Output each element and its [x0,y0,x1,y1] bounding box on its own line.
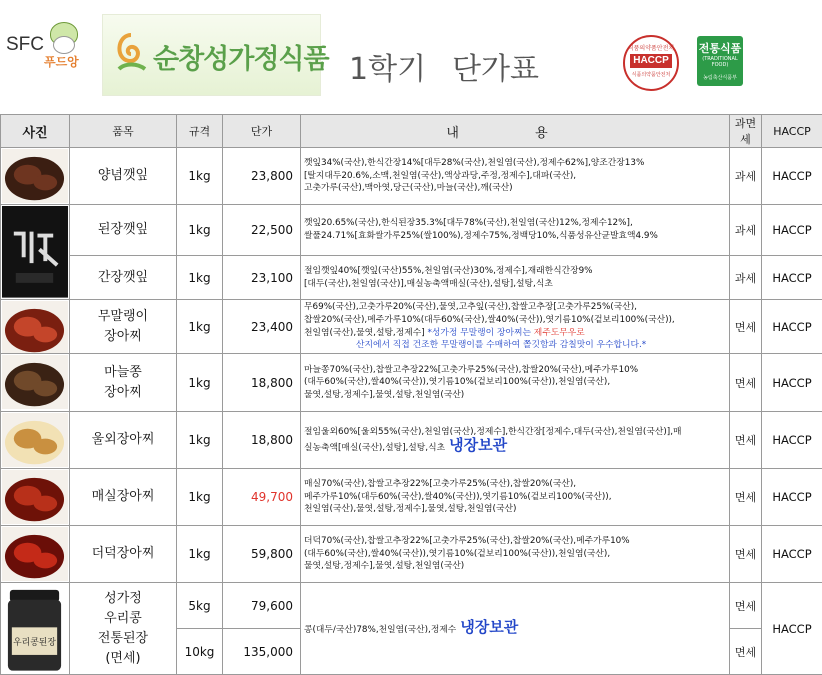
haccp-certification-logo [623,35,679,91]
ingredient-line: [탈지대두20.6%,소맥,천일염(국산),액상과당,주정,정제수],대파(국산), [304,170,577,181]
haccp-status: HACCP [762,583,822,675]
tax-status: 면세 [730,629,762,675]
table-row [1,412,822,469]
mascot-brand-text: 푸드앙 [44,55,79,69]
table-row [1,256,822,300]
ingredient-line: 깻잎20.65%(국산),한식된장35.3%[대두78%(국산),천일염(국산)12%,정제수12%], [304,218,633,229]
ingredient-line: 천일염(국산),물엿,설탕,정제수],물엿,설탕,천일염(국산) [304,504,517,515]
product-name [70,300,177,354]
product-name [70,469,177,526]
product-note-2: 산지에서 직접 건조한 무말랭이를 수매하여 쫄깃함과 감칠맛이 우수합니다.* [356,340,647,351]
ingredient-line: 마늘쫑70%(국산),찹쌀고추장22%[고춧가루25%(국산),찹쌀20%(국산),메주가루10% [304,364,639,375]
product-spec: 5kg [177,583,223,629]
product-photo [1,354,70,412]
product-price: 59,800 [223,526,301,583]
product-name-line: 장아찌 [104,328,142,344]
company-name: 순창성가정식품 [153,44,329,75]
product-name [70,148,177,205]
product-photo [1,300,70,354]
col-header-haccp: HACCP [762,115,822,148]
product-image [2,527,68,581]
ingredient-line: 고춧가루(국산),맥아엿,당근(국산),마늘(국산),깨(국산) [304,183,513,194]
product-name-line: 전통된장 [97,630,149,646]
haccp-logo-text: HACCP [630,54,672,68]
product-photo [1,469,70,526]
product-price: 135,000 [223,629,301,675]
product-spec: 1kg [177,256,223,300]
product-note: *성가정 무말랭이 장아찌는 [427,327,534,338]
ingredient-line: 찹쌀20%(국산),메주가루10%(대두60%(국산),쌀40%(국산)),엿기름10%(겉보리100%(국산)), [304,314,675,325]
product-ingredients [301,205,730,256]
tax-status: 면세 [730,469,762,526]
tax-status: 면세 [730,300,762,354]
product-note-highlight: 제주도무우로 [533,327,585,338]
col-header-price: 단가 [223,115,301,148]
haccp-status: HACCP [762,469,822,526]
product-ingredients [301,300,730,354]
storage-note: 냉장보관 [460,617,519,636]
product-spec: 1kg [177,412,223,469]
product-spec: 1kg [177,354,223,412]
product-name-line: 무말랭이 [97,308,149,324]
product-image [2,413,68,467]
ingredient-text: 콩(대두/국산)78%,천일염(국산),정제수 [304,624,457,635]
tax-status: 면세 [730,412,762,469]
tax-status: 면세 [730,354,762,412]
trad-logo-main: 전통식품 [698,42,742,55]
tax-status: 과세 [730,256,762,300]
company-logo [102,14,329,96]
price-table [0,114,822,675]
snail-swirl-icon [111,29,151,77]
haccp-status: HACCP [762,300,822,354]
storage-note: 냉장보관 [449,435,508,454]
ingredient-line: 물엿,설탕,정제수],물엿,설탕,천일염(국산) [304,389,465,400]
trad-logo-org: 농림축산식품부 [703,75,737,81]
table-row [1,526,822,583]
tax-status: 과세 [730,148,762,205]
ingredient-line: 절임깻잎40%[깻잎(국산)55%,천일염(국산)30%,정제수],재래한식간장9% [304,265,593,276]
product-name [70,354,177,412]
product-name-line: (면세) [105,650,141,666]
ingredient-line: 매실70%(국산),찹쌀고추장22%[고춧가루25%(국산),찹쌀20%(국산), [304,479,577,490]
product-photo [1,412,70,469]
product-image [2,149,68,203]
haccp-status: HACCP [762,256,822,300]
table-row [1,354,822,412]
product-ingredients [301,583,730,675]
ingredient-text: 실농축액[매실(국산),설탕],설탕,식초 [304,442,446,453]
col-header-content: 내 용 [301,115,730,148]
product-price: 79,600 [223,583,301,629]
page-header [0,0,822,110]
mascot-face-icon [53,36,75,54]
product-spec: 1kg [177,205,223,256]
haccp-status: HACCP [762,148,822,205]
product-spec: 1kg [177,526,223,583]
product-photo [1,205,70,300]
product-photo [1,526,70,583]
product-image [2,355,68,409]
product-price: 23,400 [223,300,301,354]
product-photo [1,583,70,675]
product-name [70,205,177,256]
product-name-line: 마늘쫑 [104,364,142,380]
col-header-name: 품목 [70,115,177,148]
product-name-line: 간장깻잎 [97,269,149,285]
product-image [2,470,68,524]
product-ingredients [301,526,730,583]
haccp-status: HACCP [762,205,822,256]
table-row [1,583,822,629]
haccp-status: HACCP [762,526,822,583]
product-name-line: 된장깻잎 [97,222,149,237]
tax-status: 면세 [730,583,762,629]
product-spec: 1kg [177,469,223,526]
ingredient-line [304,327,726,340]
product-price: 49,700 [223,469,301,526]
doenjang-jar-image [2,584,68,675]
tax-status: 과세 [730,205,762,256]
table-row [1,148,822,205]
product-spec: 10kg [177,629,223,675]
traditional-food-logo [697,36,743,86]
product-price: 23,100 [223,256,301,300]
product-name-line: 양념깻잎 [97,168,149,183]
haccp-logo-top: 식품의약품안전처 [627,45,675,52]
jar-label-text: 우리콩된장 [13,638,56,649]
product-price: 23,800 [223,148,301,205]
ingredient-line: [대두(국산),천일염(국산)],매실농축액매실(국산),설탕],설탕,식초 [304,278,553,289]
product-name-line: 매실장아찌 [91,489,155,504]
product-ingredients [301,148,730,205]
ingredient-line: (대두60%(국산),쌀40%(국산)),엿기름10%(겉보리100%(국산)),천일염(국산), [304,377,611,388]
product-name [70,526,177,583]
product-spec: 1kg [177,300,223,354]
product-price: 18,800 [223,412,301,469]
ingredient-line: 쌀풀24.71%[효화쌀가루25%(쌀100%),정제수75%,정백당10%,식품성유산균발효액4.9% [304,231,658,241]
product-name-line: 장아찌 [104,384,142,400]
title-price-list: 단가표 [452,52,539,87]
table-row [1,469,822,526]
product-name [70,583,177,675]
ingredient-line: 깻잎34%(국산),한식간장14%[대두28%(국산),천일염(국산),정제수62%],양조간장13% [304,158,645,169]
product-name-line: 더덕장아찌 [91,546,155,561]
table-header-row [1,115,822,148]
product-name [70,412,177,469]
product-ingredients [301,354,730,412]
product-price: 18,800 [223,354,301,412]
haccp-status: HACCP [762,354,822,412]
haccp-status: HACCP [762,412,822,469]
product-name-line: 성가정 [104,590,142,606]
ingredient-line [304,435,726,455]
product-ingredients [301,256,730,300]
col-header-tax: 과면세 [730,115,762,148]
tax-status: 면세 [730,526,762,583]
ingredient-line: 무69%(국산),고춧가루20%(국산),물엿,고추잎(국산),찹쌀고추장[고춧가루25%(국산), [304,302,637,313]
product-ingredients [301,412,730,469]
ingredient-line: 메주가루10%(대두60%(국산),쌀40%(국산)),엿기름10%(겉보리100%(국산)), [304,491,612,502]
ingredient-text: 천일염(국산),물엿,설탕,정제수] [304,327,425,338]
col-header-photo: 사진 [1,115,70,148]
product-name [70,256,177,300]
table-row [1,205,822,256]
mascot-logo [44,20,82,72]
product-spec: 1kg [177,148,223,205]
table-row [1,300,822,354]
haccp-logo-bottom: 식품의약품안전처 [631,72,671,78]
ingredient-line: (대두60%(국산),쌀40%(국산)),엿기름10%(겉보리100%(국산)),천일염(국산), [304,548,611,559]
trad-logo-sub: (TRADITIONAL FOOD) [702,56,738,68]
product-name-line: 울외장아찌 [91,432,155,447]
page-title [349,44,539,88]
product-ingredients [301,469,730,526]
ingredient-line: 물엿,설탕,정제수],물엿,설탕,천일염(국산) [304,561,465,572]
product-price: 22,500 [223,205,301,256]
ingredient-line: 절임울외60%[울외55%(국산),천일염(국산),정제수],한식간장[정제수,대두(국산),천일염(국산)],매 [304,426,682,437]
title-semester: 1학기 [349,52,427,87]
product-name-line: 우리콩 [104,610,142,626]
col-header-spec: 규격 [177,115,223,148]
product-photo [1,148,70,205]
dam-ga-brand-image [2,206,68,298]
product-image [2,301,68,354]
sfc-logo: SFC [6,34,44,55]
ingredient-line: 더덕70%(국산),찹쌀고추장22%[고춧가루25%(국산),찹쌀20%(국산),메주가루10% [304,536,630,547]
